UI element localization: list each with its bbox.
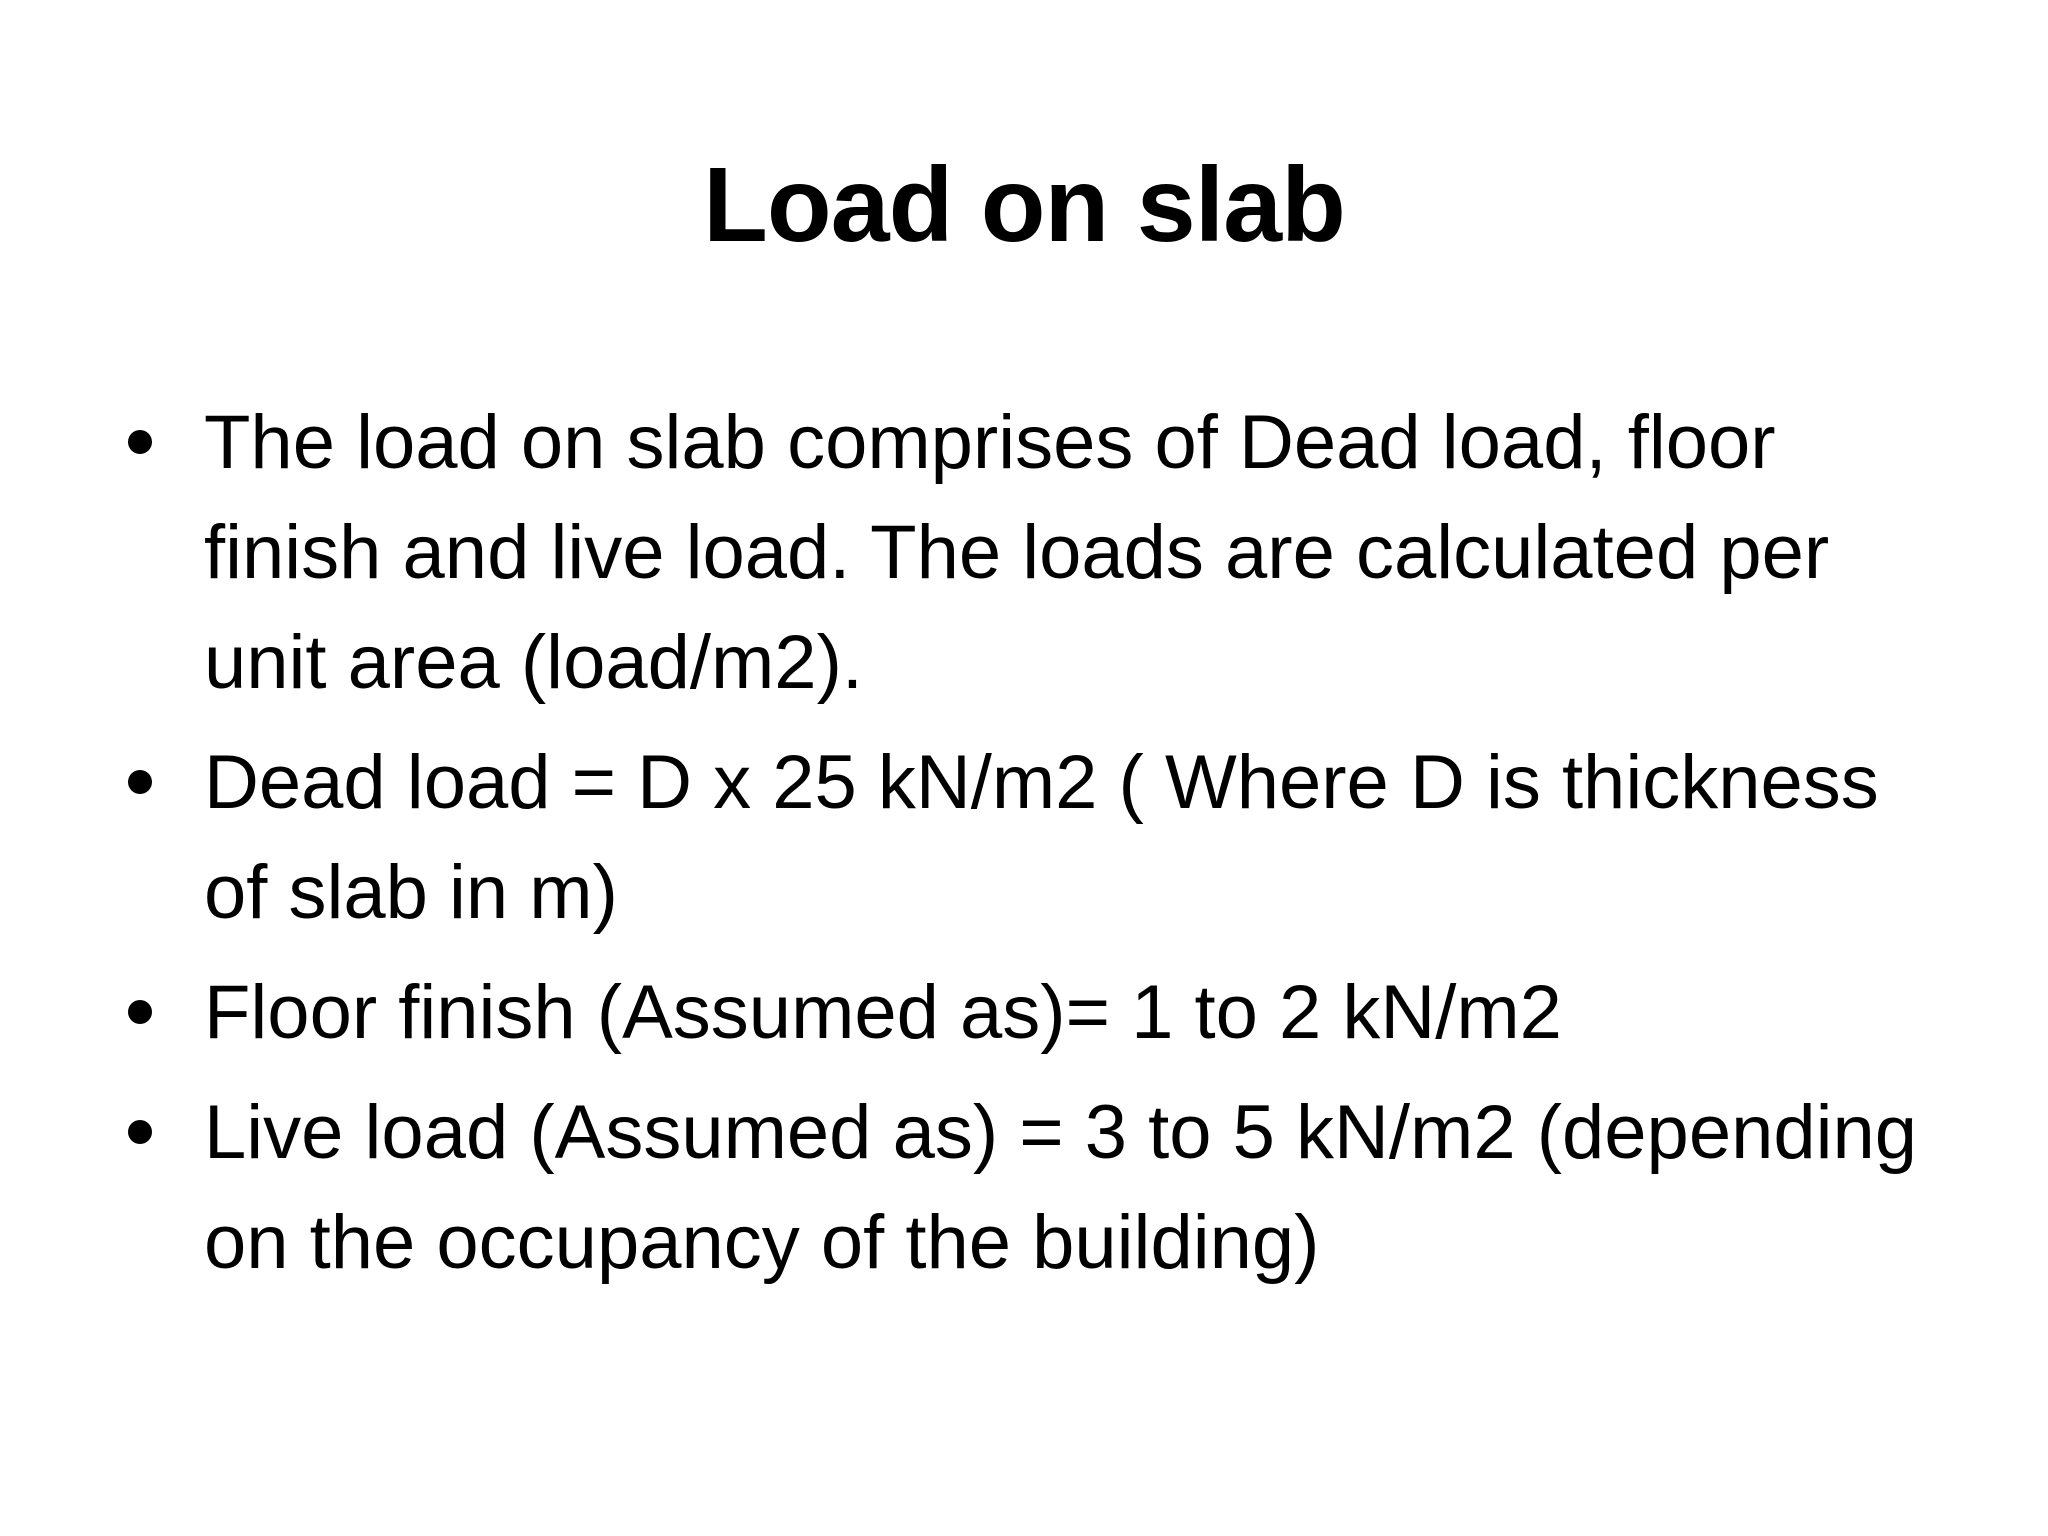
bullet-dot-icon (128, 1120, 152, 1144)
bullet-item (118, 1078, 1958, 1298)
bullet-dot-icon (128, 770, 152, 794)
bullet-item (118, 958, 1958, 1068)
bullet-text: Dead load = D x 25 kN/m2 ( Where D is thickness of slab in m) (204, 740, 1879, 935)
slide-title: Load on slab (703, 146, 1345, 264)
bullet-dot-icon (128, 1000, 152, 1024)
bullet-list (118, 388, 1958, 1308)
bullet-text: Floor finish (Assumed as)= 1 to 2 kN/m2 (204, 970, 1562, 1055)
bullet-dot-icon (128, 430, 152, 454)
bullet-text: The load on slab comprises of Dead load, floor finish and live load. The loads are calculated per unit area (load/m2). (204, 400, 1830, 705)
bullet-item (118, 388, 1958, 718)
bullet-item (118, 728, 1958, 948)
bullet-text: Live load (Assumed as) = 3 to 5 kN/m2 (depending on the occupancy of the building) (204, 1090, 1918, 1285)
